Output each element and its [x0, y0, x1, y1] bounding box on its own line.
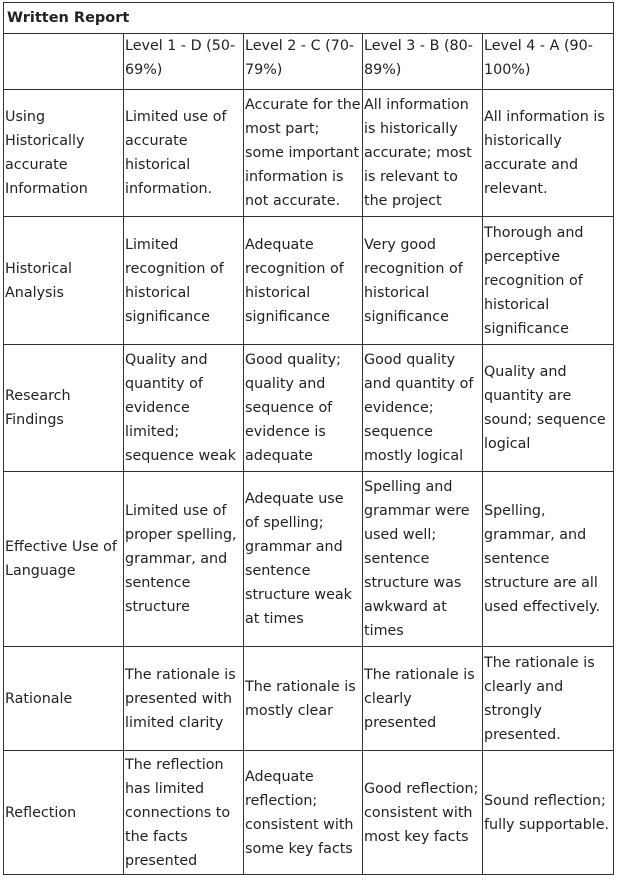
- criterion-cell: Research Findings: [4, 345, 124, 472]
- rubric-cell: All information is historically accurate and relevant.: [483, 90, 614, 217]
- rubric-cell: Limited recognition of historical significance: [124, 217, 244, 345]
- rubric-cell: The rationale is clearly and strongly presented.: [483, 647, 614, 751]
- column-header-level-3: Level 3 - B (80-89%): [363, 34, 483, 90]
- rubric-cell: Spelling and grammar were used well; sentence structure was awkward at times: [363, 472, 483, 647]
- rubric-cell: Limited use of accurate historical information.: [124, 90, 244, 217]
- criterion-cell: Reflection: [4, 751, 124, 875]
- table-row: [4, 751, 614, 875]
- table-row: [4, 647, 614, 751]
- rubric-cell: Adequate reflection; consistent with some key facts: [244, 751, 363, 875]
- rubric-table: [3, 2, 614, 875]
- rubric-cell: Quality and quantity of evidence limited; sequence weak: [124, 345, 244, 472]
- rubric-cell: Accurate for the most part; some important information is not accurate.: [244, 90, 363, 217]
- rubric-cell: The reflection has limited connections to the facts presented: [124, 751, 244, 875]
- table-title: Written Report: [4, 3, 614, 34]
- corner-cell: [4, 34, 124, 90]
- rubric-cell: Sound reflection; fully supportable.: [483, 751, 614, 875]
- title-row: [4, 3, 614, 34]
- table-row: [4, 345, 614, 472]
- rubric-cell: Quality and quantity are sound; sequence logical: [483, 345, 614, 472]
- rubric-cell: Good reflection; consistent with most key facts: [363, 751, 483, 875]
- rubric-cell: All information is historically accurate; most is relevant to the project: [363, 90, 483, 217]
- criterion-cell: Using Historically accurate Information: [4, 90, 124, 217]
- header-row: [4, 34, 614, 90]
- rubric-cell: The rationale is presented with limited clarity: [124, 647, 244, 751]
- rubric-cell: Spelling, grammar, and sentence structure are all used effectively.: [483, 472, 614, 647]
- rubric-cell: Adequate recognition of historical significance: [244, 217, 363, 345]
- criterion-cell: Effective Use of Language: [4, 472, 124, 647]
- table-row: [4, 90, 614, 217]
- column-header-level-4: Level 4 - A (90-100%): [483, 34, 614, 90]
- rubric-cell: Good quality and quantity of evidence; sequence mostly logical: [363, 345, 483, 472]
- table-row: [4, 217, 614, 345]
- column-header-level-1: Level 1 - D (50-69%): [124, 34, 244, 90]
- rubric-cell: Adequate use of spelling; grammar and sentence structure weak at times: [244, 472, 363, 647]
- column-header-level-2: Level 2 - C (70-79%): [244, 34, 363, 90]
- rubric-cell: Good quality; quality and sequence of evidence is adequate: [244, 345, 363, 472]
- rubric-cell: The rationale is mostly clear: [244, 647, 363, 751]
- criterion-cell: Historical Analysis: [4, 217, 124, 345]
- rubric-cell: Thorough and perceptive recognition of historical significance: [483, 217, 614, 345]
- criterion-cell: Rationale: [4, 647, 124, 751]
- rubric-cell: Limited use of proper spelling, grammar, and sentence structure: [124, 472, 244, 647]
- rubric-cell: Very good recognition of historical significance: [363, 217, 483, 345]
- table-row: [4, 472, 614, 647]
- rubric-cell: The rationale is clearly presented: [363, 647, 483, 751]
